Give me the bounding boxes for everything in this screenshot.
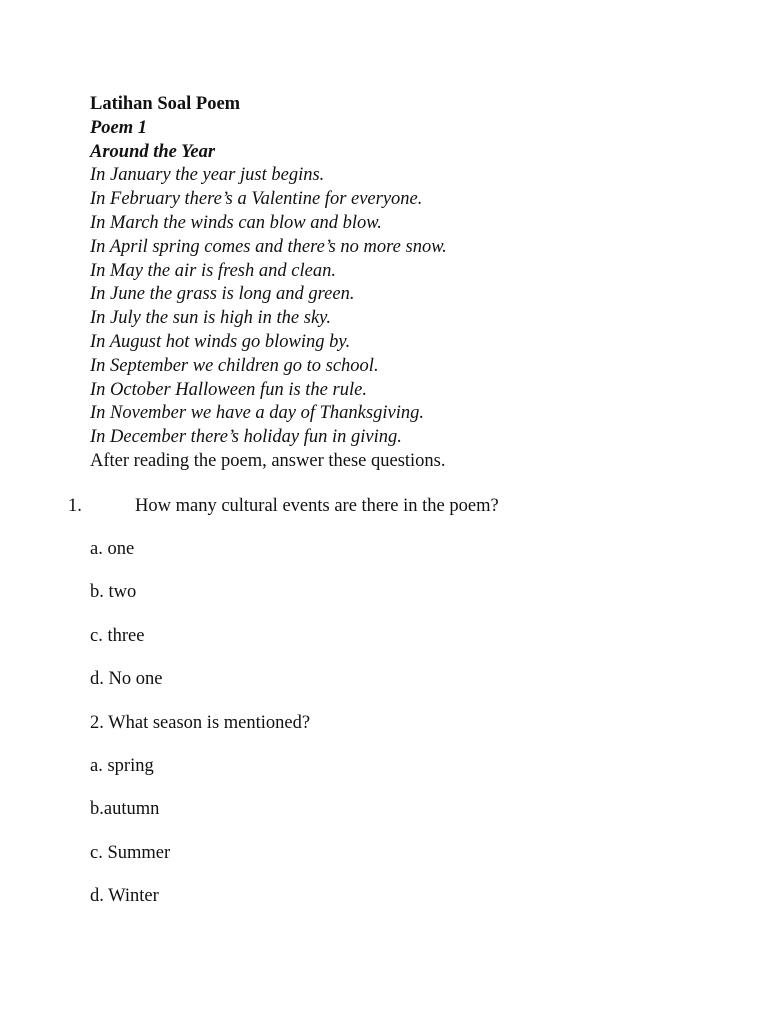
poem-line: In May the air is fresh and clean. [90, 260, 336, 281]
question-1-option-c: c. three [90, 625, 145, 646]
question-1-option-b: b. two [90, 582, 137, 603]
poem-line: In August hot winds go blowing by. [90, 331, 351, 352]
instruction-text: After reading the poem, answer these questions. [90, 450, 446, 471]
question-1-number: 1. [68, 496, 82, 516]
question-1-option-a: a. one [90, 539, 135, 559]
poem-line: In November we have a day of Thanksgiving. [90, 403, 424, 424]
question-1-option-d: d. No one [90, 669, 163, 690]
poem-line: In April spring comes and there’s no more snow. [90, 236, 447, 257]
question-2-option-c: c. Summer [90, 842, 171, 863]
question-2-text: 2. What season is mentioned? [90, 712, 311, 733]
question-2-option-d: d. Winter [90, 886, 159, 907]
poem-line: In February there’s a Valentine for everyone. [90, 189, 423, 210]
document-title: Latihan Soal Poem [90, 94, 241, 114]
poem-line: In January the year just begins. [90, 165, 325, 186]
poem-block [90, 93, 730, 474]
answers-block [90, 537, 730, 928]
poem-line: In July the sun is high in the sky. [90, 308, 331, 329]
question-2-option-a: a. spring [90, 755, 154, 776]
poem-title: Around the Year [90, 141, 216, 162]
question-1-text: How many cultural events are there in the poem? [135, 496, 499, 516]
poem-line: In September we children go to school. [90, 355, 379, 376]
poem-line: In June the grass is long and green. [90, 284, 355, 305]
poem-line: In December there’s holiday fun in giving. [90, 427, 402, 448]
poem-line: In October Halloween fun is the rule. [90, 379, 367, 400]
poem-line: In March the winds can blow and blow. [90, 212, 382, 233]
question-2-option-b: b.autumn [90, 799, 160, 820]
poem-number: Poem 1 [90, 117, 148, 138]
